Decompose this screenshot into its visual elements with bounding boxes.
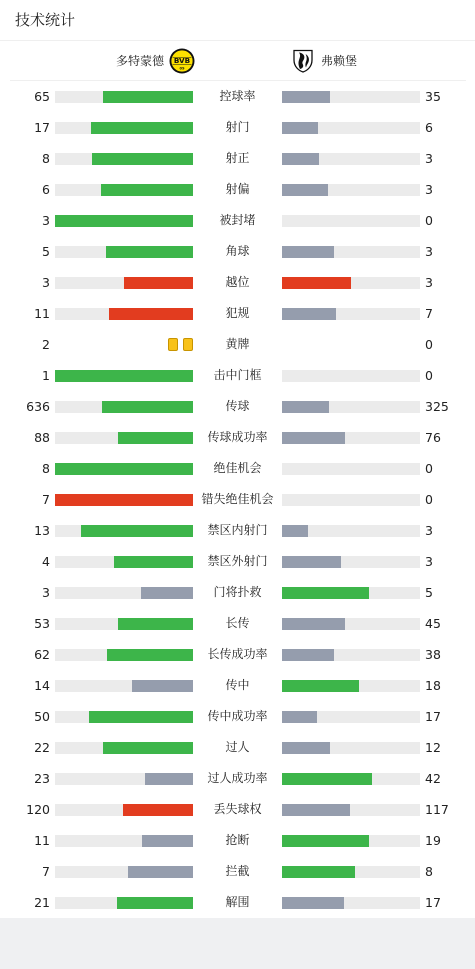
yellow-card-icon bbox=[183, 338, 193, 351]
away-stat-value: 3 bbox=[425, 182, 433, 197]
home-stat-bar-track bbox=[55, 432, 193, 444]
away-stat-bar bbox=[282, 649, 334, 661]
home-stat-value: 21 bbox=[34, 895, 50, 910]
stat-label: 长传成功率 bbox=[207, 647, 268, 661]
away-stat-value: 3 bbox=[425, 523, 433, 538]
away-stat-value: 117 bbox=[425, 802, 449, 817]
stat-row bbox=[0, 484, 475, 515]
away-stat-value: 0 bbox=[425, 337, 433, 352]
stat-row bbox=[0, 515, 475, 546]
away-stat-bar bbox=[282, 742, 330, 754]
away-stat-value: 0 bbox=[425, 461, 433, 476]
home-stat-value: 7 bbox=[42, 492, 50, 507]
section-title: 技术统计 bbox=[15, 11, 76, 29]
home-stat-bar bbox=[114, 556, 193, 568]
home-stat-bar-track bbox=[55, 153, 193, 165]
stat-row bbox=[0, 608, 475, 639]
home-stat-bar-track bbox=[55, 246, 193, 258]
stat-row bbox=[0, 236, 475, 267]
home-stat-value: 14 bbox=[34, 678, 50, 693]
away-stat-bar-track bbox=[282, 866, 420, 878]
away-stat-bar bbox=[282, 432, 345, 444]
away-stat-bar-track bbox=[282, 618, 420, 630]
away-stat-bar bbox=[282, 556, 341, 568]
home-stat-bar-track bbox=[55, 773, 193, 785]
home-stat-value: 3 bbox=[42, 213, 50, 228]
home-stat-bar-track bbox=[55, 835, 193, 847]
away-stat-value: 3 bbox=[425, 151, 433, 166]
home-stat-bar bbox=[91, 122, 193, 134]
away-stat-bar-track bbox=[282, 835, 420, 847]
stat-label: 传球 bbox=[225, 399, 250, 413]
home-stat-bar bbox=[107, 649, 193, 661]
away-stat-value: 6 bbox=[425, 120, 433, 135]
stats-list bbox=[0, 81, 475, 918]
away-stat-value: 12 bbox=[425, 740, 441, 755]
stat-label: 禁区外射门 bbox=[207, 554, 268, 568]
stat-row bbox=[0, 360, 475, 391]
home-stat-bar-track bbox=[55, 587, 193, 599]
away-stat-bar-track bbox=[282, 91, 420, 103]
stat-row bbox=[0, 763, 475, 794]
home-stat-value: 62 bbox=[34, 647, 50, 662]
away-stat-bar bbox=[282, 804, 350, 816]
away-stat-value: 0 bbox=[425, 492, 433, 507]
home-stat-bar-track bbox=[55, 556, 193, 568]
home-team[interactable] bbox=[116, 48, 195, 74]
home-stat-bar-track bbox=[55, 401, 193, 413]
home-stat-bar bbox=[89, 711, 193, 723]
away-stat-bar-track bbox=[282, 432, 420, 444]
away-stat-value: 5 bbox=[425, 585, 433, 600]
stat-label: 犯规 bbox=[225, 306, 250, 320]
away-stat-value: 325 bbox=[425, 399, 449, 414]
stat-row bbox=[0, 81, 475, 112]
home-stat-value: 3 bbox=[42, 275, 50, 290]
away-stat-bar-track bbox=[282, 804, 420, 816]
away-stat-bar-track bbox=[282, 215, 420, 227]
stat-label: 射正 bbox=[225, 151, 250, 165]
away-stat-bar-track bbox=[282, 494, 420, 506]
away-stat-bar-track bbox=[282, 649, 420, 661]
stat-row bbox=[0, 670, 475, 701]
home-stat-bar bbox=[101, 184, 193, 196]
away-stat-bar bbox=[282, 587, 369, 599]
stat-label: 丢失球权 bbox=[213, 802, 262, 816]
stat-label: 击中门框 bbox=[213, 368, 262, 382]
home-stat-bar-track bbox=[55, 308, 193, 320]
home-stat-bar bbox=[103, 91, 193, 103]
stat-label: 过人 bbox=[225, 740, 250, 754]
home-stat-bar bbox=[55, 494, 193, 506]
away-stat-bar bbox=[282, 711, 317, 723]
home-stat-bar bbox=[145, 773, 193, 785]
away-stat-bar-track bbox=[282, 525, 420, 537]
home-stat-bar-track bbox=[55, 618, 193, 630]
home-stat-bar-track bbox=[55, 525, 193, 537]
stat-label: 抢断 bbox=[225, 833, 250, 847]
home-stat-value: 50 bbox=[34, 709, 50, 724]
away-stat-bar-track bbox=[282, 711, 420, 723]
away-stat-bar-track bbox=[282, 153, 420, 165]
stat-row bbox=[0, 794, 475, 825]
home-stat-bar bbox=[92, 153, 193, 165]
away-stat-bar bbox=[282, 525, 308, 537]
home-stat-bar bbox=[123, 804, 193, 816]
away-stat-value: 42 bbox=[425, 771, 441, 786]
yellow-card-icon bbox=[168, 338, 178, 351]
home-stat-value: 3 bbox=[42, 585, 50, 600]
home-stat-value: 1 bbox=[42, 368, 50, 383]
home-stat-bar bbox=[118, 618, 193, 630]
away-stat-bar-track bbox=[282, 463, 420, 475]
stat-label: 过人成功率 bbox=[207, 771, 268, 785]
home-stat-value: 22 bbox=[34, 740, 50, 755]
home-stat-value: 53 bbox=[34, 616, 50, 631]
stat-label: 绝佳机会 bbox=[213, 461, 262, 475]
away-stat-value: 35 bbox=[425, 89, 441, 104]
team-header bbox=[10, 41, 466, 81]
home-stat-value: 8 bbox=[42, 151, 50, 166]
stat-label: 角球 bbox=[225, 244, 250, 258]
stat-row bbox=[0, 453, 475, 484]
away-stat-value: 0 bbox=[425, 368, 433, 383]
stat-label: 长传 bbox=[225, 616, 250, 630]
home-stat-bar-track bbox=[55, 711, 193, 723]
away-stat-bar-track bbox=[282, 742, 420, 754]
home-stat-bar bbox=[103, 742, 193, 754]
sc-freiburg-logo bbox=[290, 48, 316, 74]
home-stat-bar bbox=[124, 277, 193, 289]
home-stat-value: 65 bbox=[34, 89, 50, 104]
home-stat-bar-track bbox=[55, 742, 193, 754]
stat-label: 越位 bbox=[225, 275, 250, 289]
home-stat-bar-track bbox=[55, 277, 193, 289]
away-stat-bar-track bbox=[282, 277, 420, 289]
away-stat-bar-track bbox=[282, 897, 420, 909]
away-stat-bar bbox=[282, 246, 334, 258]
home-stat-value: 88 bbox=[34, 430, 50, 445]
home-stat-value: 4 bbox=[42, 554, 50, 569]
home-stat-value: 11 bbox=[34, 833, 50, 848]
stat-row bbox=[0, 856, 475, 887]
stat-label: 射门 bbox=[225, 120, 250, 134]
home-stat-bar bbox=[55, 370, 193, 382]
away-stat-bar bbox=[282, 773, 372, 785]
stat-row bbox=[0, 577, 475, 608]
away-stat-bar-track bbox=[282, 370, 420, 382]
home-stat-bar-track bbox=[55, 680, 193, 692]
home-stat-bar bbox=[141, 587, 193, 599]
home-stat-bar bbox=[102, 401, 193, 413]
home-stat-bar-track bbox=[55, 370, 193, 382]
borussia-dortmund-logo bbox=[169, 48, 195, 74]
home-stat-value: 13 bbox=[34, 523, 50, 538]
home-stat-bar bbox=[109, 308, 193, 320]
away-team[interactable] bbox=[290, 48, 357, 74]
home-stat-bar-track bbox=[55, 91, 193, 103]
away-stat-bar bbox=[282, 277, 351, 289]
home-stat-value: 11 bbox=[34, 306, 50, 321]
away-stat-value: 8 bbox=[425, 864, 433, 879]
stat-row bbox=[0, 732, 475, 763]
stat-row bbox=[0, 205, 475, 236]
home-stat-value: 17 bbox=[34, 120, 50, 135]
stat-row bbox=[0, 422, 475, 453]
away-stat-bar-track bbox=[282, 773, 420, 785]
stat-label: 错失绝佳机会 bbox=[201, 492, 274, 506]
away-stat-bar-track bbox=[282, 680, 420, 692]
away-stat-bar bbox=[282, 618, 345, 630]
away-stat-bar bbox=[282, 91, 330, 103]
stat-row bbox=[0, 112, 475, 143]
away-stat-bar bbox=[282, 897, 344, 909]
away-stat-bar bbox=[282, 153, 319, 165]
home-stat-value: 5 bbox=[42, 244, 50, 259]
home-stat-bar-track bbox=[55, 494, 193, 506]
home-stat-bar bbox=[118, 432, 193, 444]
home-stat-bar bbox=[106, 246, 193, 258]
home-stat-bar bbox=[128, 866, 193, 878]
home-team-name: 多特蒙德 bbox=[115, 54, 164, 68]
away-stat-bar bbox=[282, 122, 318, 134]
away-stat-bar bbox=[282, 866, 355, 878]
home-stat-bar bbox=[81, 525, 193, 537]
stat-label: 传球成功率 bbox=[207, 430, 268, 444]
home-stat-bar-track bbox=[55, 897, 193, 909]
stat-row bbox=[0, 701, 475, 732]
stat-row bbox=[0, 887, 475, 918]
home-stat-bar bbox=[55, 463, 193, 475]
away-stat-value: 45 bbox=[425, 616, 441, 631]
stat-label: 禁区内射门 bbox=[207, 523, 268, 537]
away-stat-value: 19 bbox=[425, 833, 441, 848]
stat-label: 控球率 bbox=[219, 89, 256, 103]
home-stat-value: 120 bbox=[26, 802, 50, 817]
stat-row bbox=[0, 267, 475, 298]
home-stat-bar-track bbox=[55, 866, 193, 878]
stat-row bbox=[0, 825, 475, 856]
svg-text:BVB: BVB bbox=[173, 56, 191, 66]
home-yellow-cards bbox=[55, 338, 193, 352]
away-stat-bar bbox=[282, 680, 359, 692]
home-stat-bar-track bbox=[55, 804, 193, 816]
home-stat-bar-track bbox=[55, 122, 193, 134]
away-stat-bar-track bbox=[282, 122, 420, 134]
away-stat-value: 17 bbox=[425, 895, 441, 910]
stat-row bbox=[0, 143, 475, 174]
home-stat-bar bbox=[132, 680, 193, 692]
away-stat-value: 3 bbox=[425, 554, 433, 569]
away-stat-bar bbox=[282, 401, 329, 413]
home-stat-value: 8 bbox=[42, 461, 50, 476]
stat-label: 拦截 bbox=[225, 864, 250, 878]
stat-row bbox=[0, 174, 475, 205]
stat-label: 射偏 bbox=[225, 182, 250, 196]
home-stat-bar bbox=[142, 835, 193, 847]
away-team-name: 弗赖堡 bbox=[321, 54, 358, 68]
stat-label: 传中 bbox=[225, 678, 250, 692]
stat-label: 黄牌 bbox=[225, 337, 250, 351]
away-stat-value: 0 bbox=[425, 213, 433, 228]
away-stat-value: 76 bbox=[425, 430, 441, 445]
svg-text:09: 09 bbox=[179, 66, 185, 71]
away-stat-value: 7 bbox=[425, 306, 433, 321]
stat-label: 门将扑救 bbox=[213, 585, 262, 599]
away-stat-bar-track bbox=[282, 556, 420, 568]
away-stat-bar-track bbox=[282, 308, 420, 320]
away-stat-value: 18 bbox=[425, 678, 441, 693]
away-stat-bar-track bbox=[282, 401, 420, 413]
away-stat-bar bbox=[282, 184, 328, 196]
stat-row bbox=[0, 391, 475, 422]
away-stat-value: 38 bbox=[425, 647, 441, 662]
home-stat-bar bbox=[117, 897, 193, 909]
home-stat-value: 7 bbox=[42, 864, 50, 879]
stat-row bbox=[0, 639, 475, 670]
away-stat-value: 3 bbox=[425, 275, 433, 290]
home-stat-value: 2 bbox=[42, 337, 50, 352]
away-stat-bar bbox=[282, 308, 336, 320]
away-stat-bar bbox=[282, 835, 369, 847]
stat-row bbox=[0, 546, 475, 577]
away-stat-value: 3 bbox=[425, 244, 433, 259]
home-stat-value: 636 bbox=[26, 399, 50, 414]
home-stat-bar-track bbox=[55, 184, 193, 196]
home-stat-value: 6 bbox=[42, 182, 50, 197]
stat-row bbox=[0, 298, 475, 329]
stat-row bbox=[0, 329, 475, 360]
away-stat-bar-track bbox=[282, 587, 420, 599]
stat-label: 解围 bbox=[225, 895, 250, 909]
away-stat-bar-track bbox=[282, 246, 420, 258]
home-stat-bar-track bbox=[55, 463, 193, 475]
stat-label: 传中成功率 bbox=[207, 709, 268, 723]
home-stat-bar-track bbox=[55, 649, 193, 661]
away-stat-bar-track bbox=[282, 184, 420, 196]
home-stat-value: 23 bbox=[34, 771, 50, 786]
home-stat-bar bbox=[55, 215, 193, 227]
home-stat-bar-track bbox=[55, 215, 193, 227]
stat-label: 被封堵 bbox=[219, 213, 256, 227]
away-stat-value: 17 bbox=[425, 709, 441, 724]
